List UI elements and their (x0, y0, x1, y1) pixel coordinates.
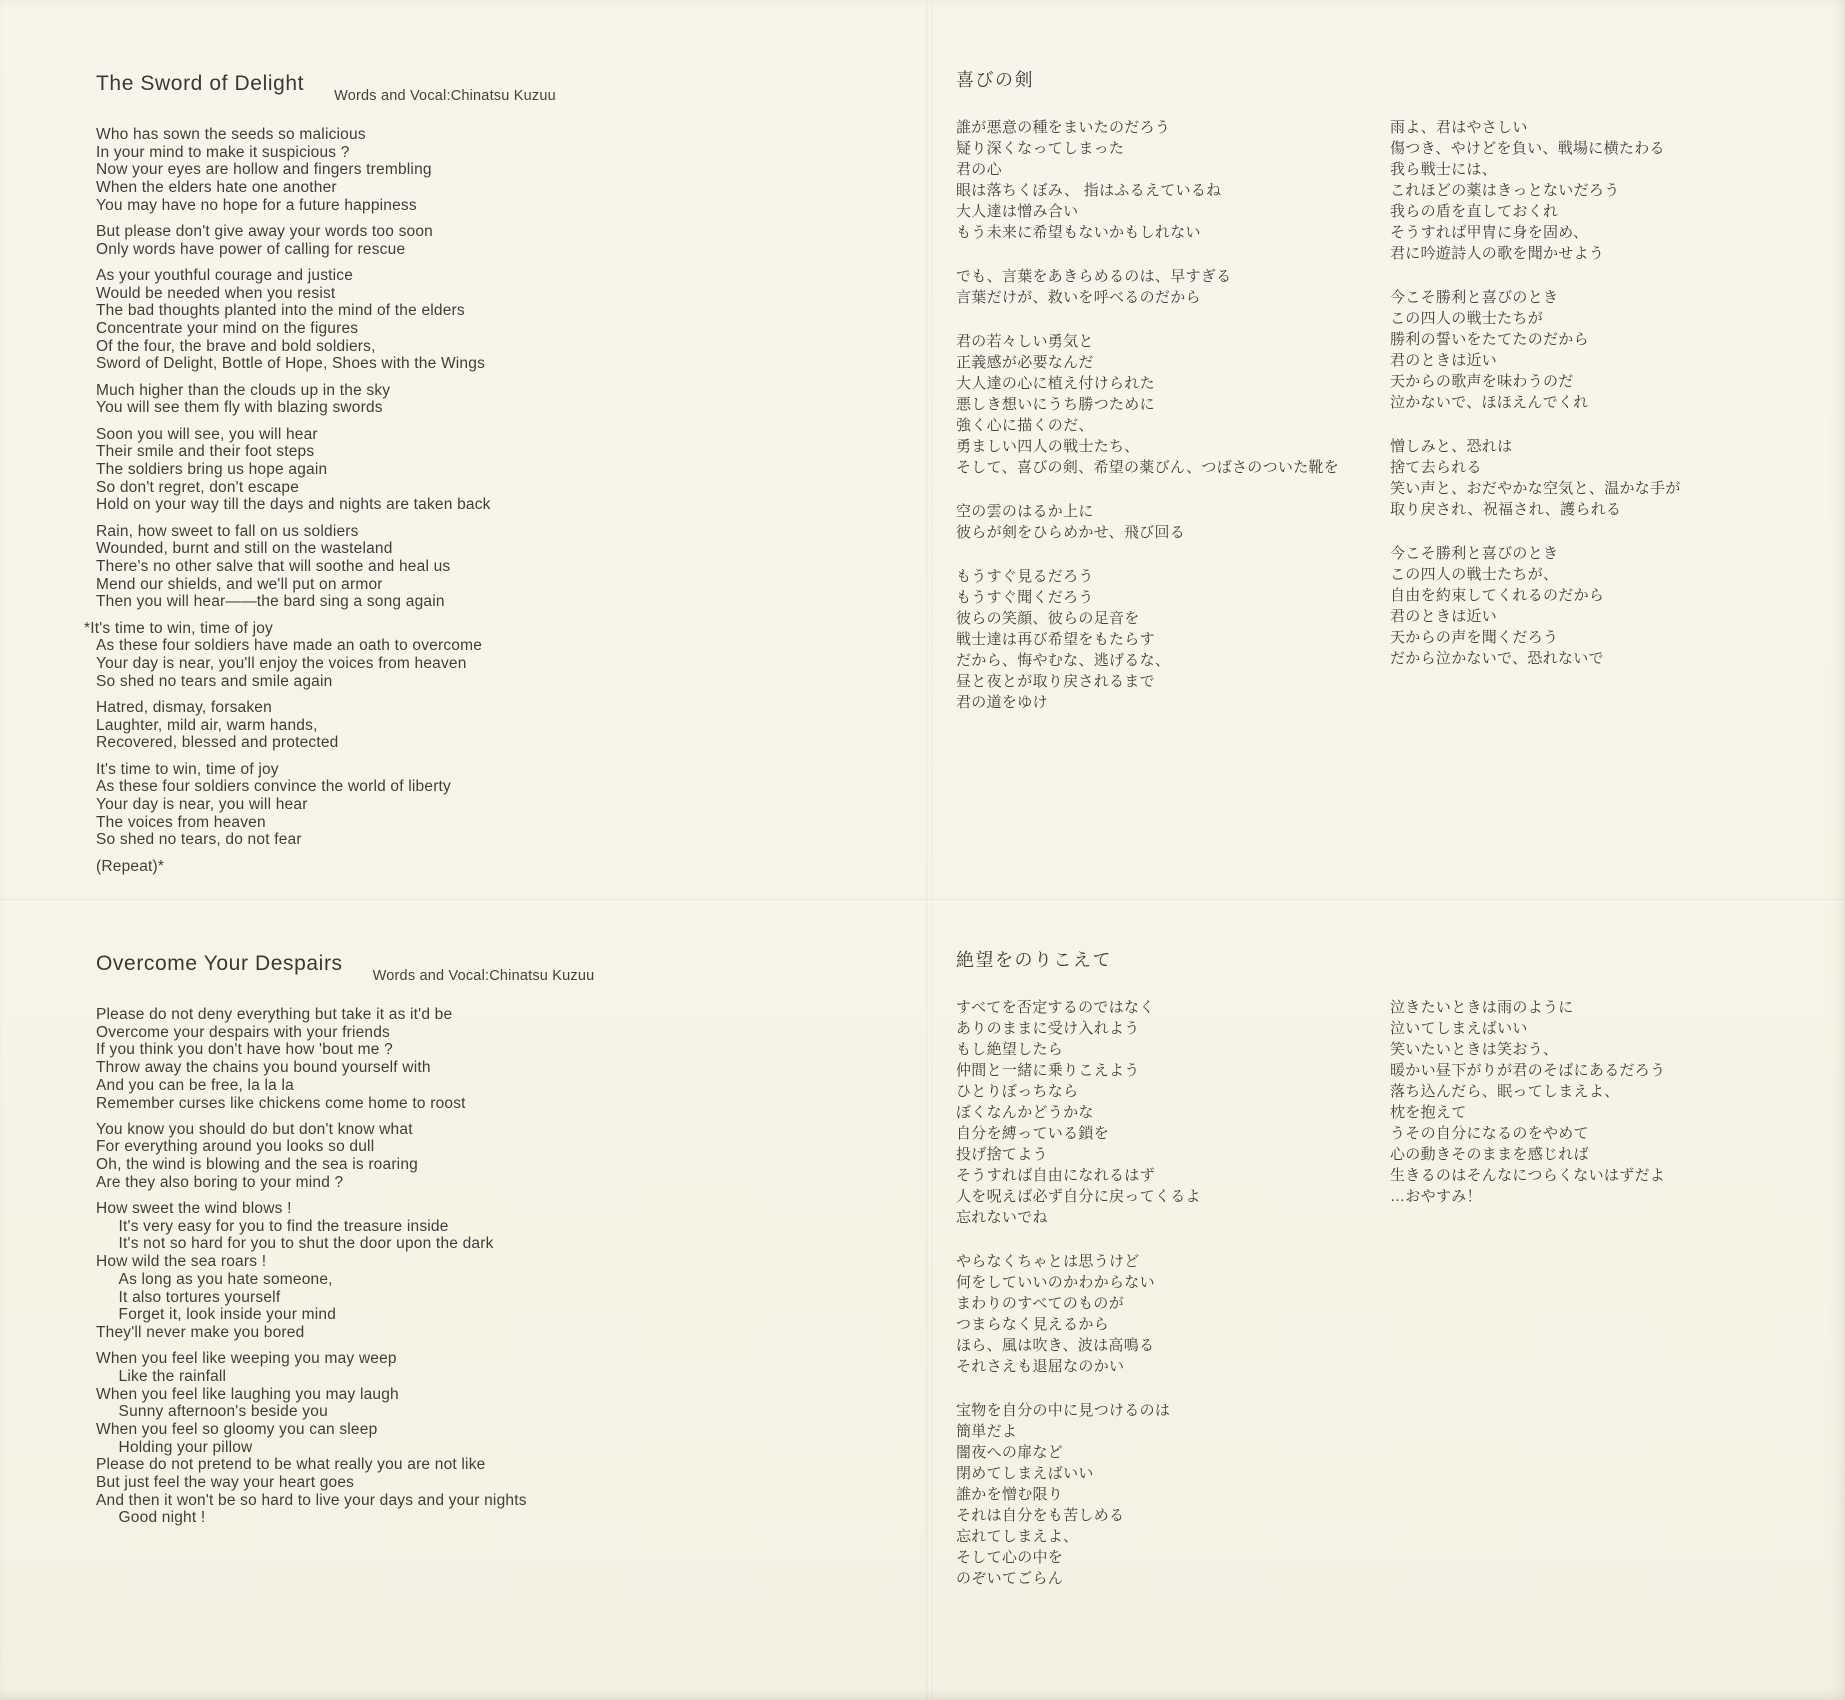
lyric-line: Wounded, burnt and still on the wasteland (96, 540, 393, 558)
lyric-line: Like the rainfall (96, 1367, 227, 1385)
lyric-line: そして、喜びの剣、希望の薬びん、つばさのついた靴を (956, 459, 1340, 476)
lyric-line: 天からの歌声を味わうのだ (1390, 373, 1574, 390)
lyrics-japanese-column-1 (956, 997, 1381, 1612)
lyric-line: (Repeat)* (96, 857, 165, 875)
lyric-line: 捨て去られる (1390, 459, 1482, 476)
song-section-yorokobi-no-tsurugi-japanese (956, 66, 1836, 736)
lyric-line: 大人達は憎み合い (956, 203, 1079, 220)
lyric-line: もうすぐ聞くだろう (956, 589, 1094, 606)
lyrics-english (84, 126, 616, 875)
lyric-line: 君の若々しい勇気と (956, 333, 1094, 350)
fold-crease-vertical (925, 0, 933, 1700)
lyric-line: でも、言葉をあきらめるのは、早すぎる (956, 268, 1232, 285)
lyric-line: How wild the sea roars ! (96, 1253, 267, 1271)
lyric-line: As these four soldiers have made an oath to overcome (96, 637, 483, 655)
song-section-overcome-your-despairs-english (96, 952, 656, 1536)
song-title: The Sword of Delight (96, 72, 305, 95)
lyric-line: それさえも退屈なのかい (956, 1358, 1125, 1375)
lyric-line: Hold on your way till the days and nights are taken back (96, 496, 491, 514)
lyric-line: When the elders hate one another (96, 179, 337, 197)
lyric-line: うその自分になるのをやめて (1390, 1125, 1589, 1142)
lyric-line: 大人達の心に植え付けられた (956, 375, 1155, 392)
lyric-line: 今こそ勝利と喜びのとき (1390, 545, 1559, 562)
lyric-line: 君のときは近い (1390, 608, 1498, 625)
lyric-line: So shed no tears and smile again (96, 672, 333, 690)
lyric-line: In your mind to make it suspicious ? (96, 143, 350, 161)
lyric-line: As long as you hate someone, (96, 1270, 333, 1288)
lyric-line: 笑いたいときは笑おう、 (1390, 1041, 1559, 1058)
lyric-line: Recovered, blessed and protected (96, 734, 339, 752)
lyric-line: It also tortures yourself (96, 1288, 281, 1306)
lyric-line: 疑り深くなってしまった (956, 140, 1125, 157)
song-credit: Words and Vocal:Chinatsu Kuzuu (372, 968, 595, 984)
lyrics-japanese-column-2 (1390, 997, 1815, 1230)
lyric-line: Would be needed when you resist (96, 284, 336, 302)
lyric-line: So shed no tears, do not fear (96, 831, 302, 849)
lyric-line: Sword of Delight, Bottle of Hope, Shoes with the Wings (96, 355, 486, 373)
lyric-line: ほら、風は吹き、波は高鳴る (956, 1337, 1155, 1354)
lyric-line: 取り戻され、祝福され、護られる (1390, 501, 1622, 518)
lyric-line: 泣きたいときは雨のように (1390, 999, 1574, 1016)
lyric-line: もうすぐ見るだろう (956, 568, 1094, 585)
lyric-line: Sunny afternoon's beside you (96, 1403, 328, 1421)
song-credit: Words and Vocal:Chinatsu Kuzuu (334, 88, 556, 104)
lyric-line: Remember curses like chickens come home to roost (96, 1094, 466, 1112)
lyric-line: Their smile and their foot steps (96, 443, 315, 461)
lyric-line: 忘れてしまえよ、 (956, 1528, 1079, 1545)
lyric-line: 宝物を自分の中に見つけるのは (956, 1402, 1171, 1419)
lyric-line: まわりのすべてのものが (956, 1295, 1125, 1312)
lyric-line: 仲間と一緒に乗りこえよう (956, 1062, 1140, 1079)
lyrics-japanese-column-1 (956, 117, 1381, 736)
song-title: Overcome Your Despairs (96, 952, 343, 975)
stanza (96, 523, 616, 612)
lyric-line: 落ち込んだら、眠ってしまえよ、 (1390, 1083, 1620, 1100)
lyric-line: 暖かい昼下がりが君のそばにあるだろう (1390, 1062, 1666, 1079)
lyric-line: The voices from heaven (96, 813, 266, 831)
lyric-line: When you feel like laughing you may laugh (96, 1385, 399, 1403)
song-section-the-sword-of-delight-english (84, 72, 616, 884)
lyric-line: もう未来に希望もないかもしれない (956, 224, 1201, 241)
lyric-line: Please do not pretend to be what really you are not like (96, 1456, 486, 1474)
stanza (96, 126, 616, 215)
lyric-line: And then it won't be so hard to live your days and your nights (96, 1491, 527, 1509)
lyric-line: 人を呪えば必ず自分に戻ってくるよ (956, 1188, 1201, 1205)
stanza (956, 117, 1381, 243)
lyric-line: As your youthful courage and justice (96, 266, 354, 284)
lyric-line: 君の道をゆけ (956, 694, 1048, 711)
lyric-line: You will see them fly with blazing swords (96, 399, 383, 417)
lyric-line: Mend our shields, and we'll put on armor (96, 575, 383, 593)
lyric-line: だから泣かないで、恐れないで (1390, 650, 1604, 667)
lyric-line: 生きるのはそんなにつらくないはずだよ (1390, 1167, 1666, 1184)
lyric-line: 彼らが剣をひらめかせ、飛び回る (956, 524, 1186, 541)
lyric-line: 勝利の誓いをたてたのだから (1390, 331, 1589, 348)
lyric-line: 天からの声を聞くだろう (1390, 629, 1559, 646)
lyric-line: They'll never make you bored (96, 1323, 305, 1341)
lyric-line: When you feel like weeping you may weep (96, 1350, 397, 1368)
lyric-line: Now your eyes are hollow and fingers trembling (96, 161, 432, 179)
lyric-line: Of the four, the brave and bold soldiers, (96, 337, 376, 355)
stanza (96, 699, 616, 752)
lyric-line: Hatred, dismay, forsaken (96, 698, 272, 716)
lyric-line: It's time to win, time of joy (96, 760, 279, 778)
lyric-line: 心の動きそのままを感じれば (1390, 1146, 1589, 1163)
lyric-line: Please do not deny everything but take it as it'd be (96, 1006, 453, 1023)
lyric-line: 自分を縛っている鎖を (956, 1125, 1110, 1142)
lyrics-japanese-columns (956, 117, 1836, 736)
lyric-line: 忘れないでね (956, 1209, 1048, 1226)
lyric-line: Only words have power of calling for rescue (96, 240, 406, 258)
lyric-line: 枕を抱えて (1390, 1104, 1467, 1121)
lyric-line: ひとりぼっちなら (956, 1083, 1079, 1100)
lyric-line: そうすれば甲冑に身を固め、 (1390, 224, 1589, 241)
stanza (1390, 436, 1815, 520)
stanza (956, 1400, 1381, 1589)
stanza (96, 1121, 656, 1192)
lyric-line: 我らの盾を直しておくれ (1390, 203, 1559, 220)
lyric-line: *It's time to win, time of joy (84, 619, 273, 637)
lyric-line: 君のときは近い (1390, 352, 1498, 369)
lyric-line: 彼らの笑顔、彼らの足音を (956, 610, 1140, 627)
song-title-japanese: 喜びの剣 (956, 70, 1034, 90)
lyrics-japanese-columns (956, 997, 1836, 1612)
lyric-line: Soon you will see, you will hear (96, 425, 318, 443)
lyric-line: 勇ましい四人の戦士たち、 (956, 438, 1140, 455)
lyric-line: If you think you don't have how 'bout me ? (96, 1041, 393, 1059)
lyric-line: Are they also boring to your mind ? (96, 1173, 344, 1191)
song-section-zetsubou-wo-norikoete-japanese (956, 946, 1836, 1612)
lyric-line: How sweet the wind blows ! (96, 1200, 292, 1218)
lyric-line: 泣かないで、ほほえんでくれ (1390, 394, 1589, 411)
lyric-line: それは自分をも苦しめる (956, 1507, 1125, 1524)
lyric-line: But just feel the way your heart goes (96, 1474, 355, 1492)
stanza (1390, 287, 1815, 413)
stanza (96, 1350, 656, 1527)
lyric-line: Throw away the chains you bound yourself with (96, 1059, 431, 1077)
lyric-line: Your day is near, you'll enjoy the voices from heaven (96, 654, 467, 672)
lyric-line: Overcome your despairs with your friends (96, 1023, 391, 1041)
stanza (96, 267, 616, 373)
stanza (956, 1251, 1381, 1377)
stanza (956, 266, 1381, 308)
lyric-line: 何をしていいのかわからない (956, 1274, 1155, 1291)
lyric-line: ありのままに受け入れよう (956, 1020, 1140, 1037)
lyrics-english (96, 1006, 656, 1527)
stanza (1390, 117, 1815, 264)
stanza (1390, 543, 1815, 669)
lyric-line: Much higher than the clouds up in the sky (96, 381, 391, 399)
lyric-line: Who has sown the seeds so malicious (96, 126, 366, 143)
lyric-line: Oh, the wind is blowing and the sea is roaring (96, 1156, 418, 1174)
lyric-line: It's very easy for you to find the treasure inside (96, 1217, 449, 1235)
lyric-line: The soldiers bring us hope again (96, 460, 328, 478)
stanza (84, 619, 616, 691)
lyric-line: のぞいてごらん (956, 1570, 1064, 1587)
lyric-line: Holding your pillow (96, 1438, 253, 1456)
lyrics-japanese-column-2 (1390, 117, 1815, 692)
lyric-line: この四人の戦士たちが (1390, 310, 1544, 327)
lyric-line: …おやすみ！ (1390, 1188, 1482, 1205)
lyric-line: 昼と夜とが取り戻されるまで (956, 673, 1155, 690)
lyric-line: Laughter, mild air, warm hands, (96, 716, 318, 734)
lyric-line: 雨よ、君はやさしい (1390, 119, 1528, 136)
lyric-line: そうすれば自由になれるはず (956, 1167, 1155, 1184)
lyric-line: You know you should do but don't know what (96, 1120, 413, 1138)
song-header (96, 952, 656, 984)
lyric-line: この四人の戦士たちが、 (1390, 566, 1559, 583)
lyric-line: だから、悔やむな、逃げるな、 (956, 652, 1171, 669)
stanza (96, 1006, 656, 1112)
lyric-line: 憎しみと、恐れは (1390, 438, 1513, 455)
lyric-line: 傷つき、やけどを負い、戦場に横たわる (1390, 140, 1665, 157)
fold-crease-horizontal (0, 897, 1845, 905)
lyric-line: 誰が悪意の種をまいたのだろう (956, 119, 1171, 136)
lyric-line: もし絶望したら (956, 1041, 1064, 1058)
lyric-line: There's no other salve that will soothe and heal us (96, 557, 451, 575)
lyric-line: 笑い声と、おだやかな空気と、温かな手が (1390, 480, 1681, 497)
lyric-line: Then you will hear——the bard sing a song again (96, 593, 445, 611)
lyric-line: 言葉だけが、救いを呼べるのだから (956, 289, 1201, 306)
lyric-line: Rain, how sweet to fall on us soldiers (96, 522, 359, 540)
stanza (956, 566, 1381, 713)
lyric-line: Concentrate your mind on the figures (96, 320, 359, 338)
lyric-line: 君に吟遊詩人の歌を聞かせよう (1390, 245, 1605, 262)
lyric-line: But please don't give away your words too soon (96, 223, 433, 241)
stanza (96, 858, 616, 876)
lyric-line: Good night ! (96, 1509, 206, 1527)
lyric-line: これほどの薬はきっとないだろう (1390, 182, 1620, 199)
lyric-line: 簡単だよ (956, 1423, 1018, 1440)
lyric-line: 誰かを憎む限り (956, 1486, 1064, 1503)
lyric-line: 強く心に描くのだ、 (956, 417, 1094, 434)
lyric-line: 空の雲のはるか上に (956, 503, 1094, 520)
lyric-line: You may have no hope for a future happiness (96, 196, 417, 214)
lyric-line: So don't regret, don't escape (96, 478, 300, 496)
lyric-line: 泣いてしまえばいい (1390, 1020, 1528, 1037)
stanza (96, 426, 616, 515)
lyric-line: As these four soldiers convince the world of liberty (96, 778, 452, 796)
lyric-line: 今こそ勝利と喜びのとき (1390, 289, 1559, 306)
lyric-line: そして心の中を (956, 1549, 1064, 1566)
lyric-line: 我ら戦士には、 (1390, 161, 1498, 178)
lyric-line: 闇夜への扉など (956, 1444, 1064, 1461)
stanza (956, 997, 1381, 1228)
lyric-line: 正義感が必要なんだ (956, 354, 1094, 371)
lyric-line: すべてを否定するのではなく (956, 999, 1155, 1016)
stanza (96, 1200, 656, 1342)
stanza (1390, 997, 1815, 1207)
lyric-line: 閉めてしまえばいい (956, 1465, 1094, 1482)
lyric-line: 戦士達は再び希望をもたらす (956, 631, 1155, 648)
lyric-line: Your day is near, you will hear (96, 795, 308, 813)
stanza (956, 501, 1381, 543)
stanza (956, 331, 1381, 478)
lyric-line: ぼくなんかどうかな (956, 1104, 1094, 1121)
lyric-line: 眼は落ちくぼみ、 指はふるえているね (956, 182, 1222, 199)
lyric-line: The bad thoughts planted into the mind of the elders (96, 302, 465, 320)
lyric-line: Forget it, look inside your mind (96, 1306, 337, 1324)
lyric-line: 自由を約束してくれるのだから (1390, 587, 1605, 604)
stanza (96, 223, 616, 258)
lyric-line: 君の心 (956, 161, 1002, 178)
lyric-line: 悪しき想いにうち勝つために (956, 396, 1155, 413)
stanza (96, 761, 616, 850)
lyric-line: For everything around you looks so dull (96, 1138, 375, 1156)
lyric-line: When you feel so gloomy you can sleep (96, 1420, 378, 1438)
song-title-japanese: 絶望をのりこえて (956, 950, 1112, 970)
lyric-line: つまらなく見えるから (956, 1316, 1110, 1333)
lyric-line: It's not so hard for you to shut the door upon the dark (96, 1235, 494, 1253)
lyric-line: やらなくちゃとは思うけど (956, 1253, 1140, 1270)
song-header (96, 72, 616, 104)
lyric-line: And you can be free, la la la (96, 1076, 294, 1094)
stanza (96, 382, 616, 417)
lyric-line: 投げ捨てよう (956, 1146, 1048, 1163)
